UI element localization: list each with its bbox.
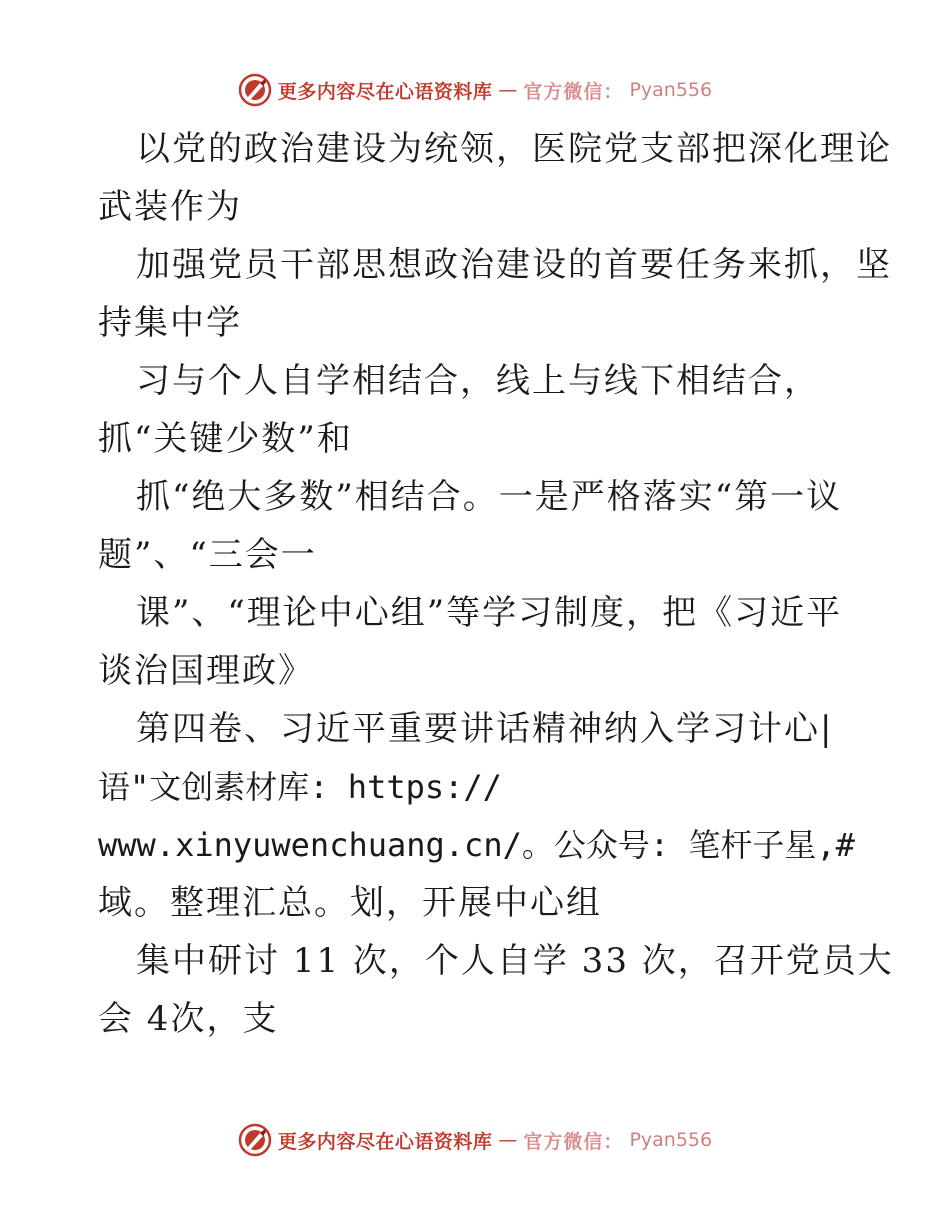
footer-banner — [0, 1120, 950, 1160]
text-line: 课”、“理论中心组”等学习制度，把《习近平 — [136, 593, 843, 633]
text-line: 以党的政治建设为统领，医院党支部把深化理论 — [136, 129, 892, 169]
header-banner — [0, 70, 950, 110]
banner-wechat-id: Pyan556 — [629, 1129, 713, 1151]
banner-wechat-label: 官方微信： — [523, 1130, 624, 1153]
text-line: 持集中学 — [98, 303, 242, 343]
banner-separator: — — [498, 1129, 518, 1151]
text-line: 抓“绝大多数”相结合。一是严格落实“第一议 — [136, 477, 843, 517]
text-line: 第四卷、习近平重要讲话精神纳入学习计心| — [136, 709, 834, 749]
text-line: 语"文创素材库: https:// — [98, 768, 502, 806]
document-body — [98, 120, 894, 1048]
text-line: 加强党员干部思想政治建设的首要任务来抓，坚 — [136, 245, 892, 285]
text-line: 抓“关键少数”和 — [98, 419, 353, 459]
banner-wechat-label: 官方微信： — [523, 80, 624, 103]
text-line: 习与个人自学相结合，线上与线下相结合， — [136, 361, 820, 401]
pen-logo-icon — [238, 73, 272, 107]
text-line: 武装作为 — [98, 187, 242, 227]
text-line: 会 4次，支 — [98, 999, 279, 1039]
text-line: 谈治国理政》 — [98, 651, 314, 691]
text-line: 域。整理汇总。划，开展中心组 — [98, 883, 602, 923]
text-line: 集中研讨 11 次，个人自学 33 次，召开党员大 — [136, 941, 894, 981]
text-line: www.xinyuwenchuang.cn/。公众号: 笔杆子星,# — [98, 826, 855, 864]
banner-text: 更多内容尽在心语资料库 — [277, 1130, 493, 1153]
pen-logo-icon — [238, 1123, 272, 1157]
banner-text: 更多内容尽在心语资料库 — [277, 80, 493, 103]
text-line: 题”、“三会一 — [98, 535, 317, 575]
banner-separator: — — [498, 79, 518, 101]
banner-wechat-id: Pyan556 — [629, 79, 713, 101]
